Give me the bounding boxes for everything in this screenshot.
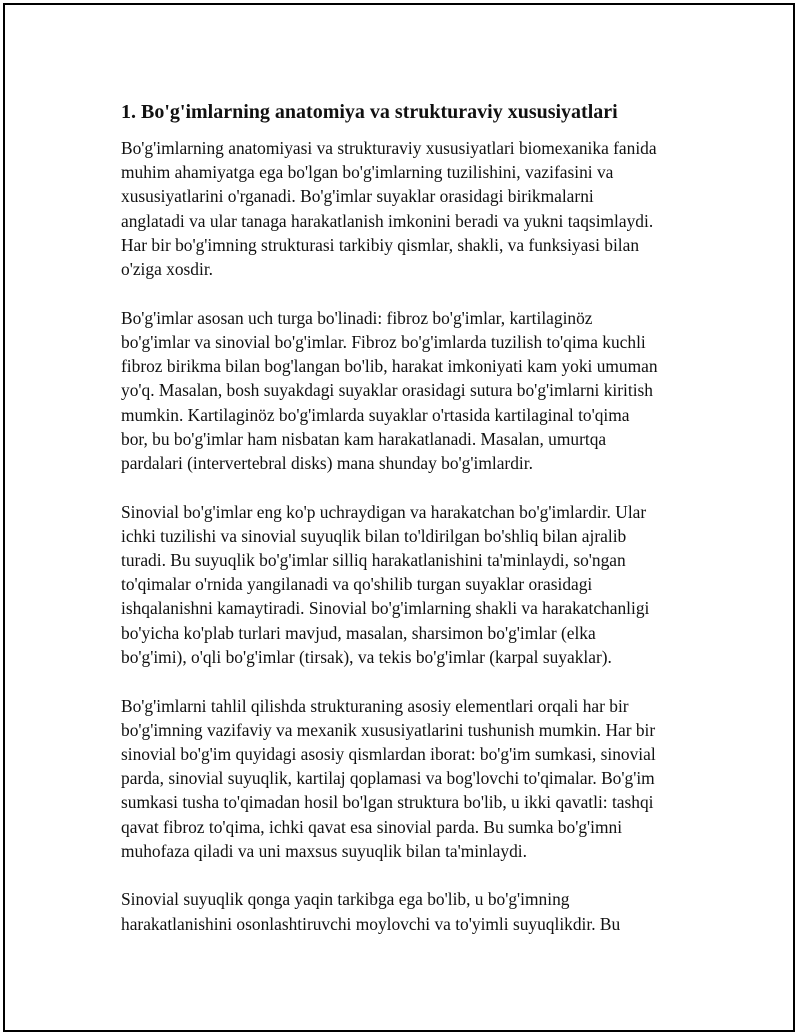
text-line: qavat fibroz to'qima, ichki qavat esa sinovial parda. Bu sumka bo'g'imni [121,816,623,837]
text-line: Har bir bo'g'imning strukturasi tarkibiy qismlar, shakli, va funksiyasi bilan [121,234,640,255]
text-line: Sinovial suyuqlik qonga yaqin tarkibga ega bo'lib, u bo'g'imning [121,889,570,910]
text-line: Bo'g'imlarni tahlil qilishda strukturaning asosiy elementlari orqali har bir [121,695,629,716]
section-heading: 1. Bo'g'imlarning anatomiya va strukturaviy xususiyatlari [121,101,618,123]
text-line: bo'yicha ko'plab turlari mavjud, masalan, sharsimon bo'g'imlar (elka [121,622,596,643]
text-line: xususiyatlarini o'rganadi. Bo'g'imlar suyaklar orasidagi birikmalarni [121,186,594,207]
text-line: sumkasi tusha to'qimadan hosil bo'lgan struktura bo'lib, u ikki qavatli: tashqi [121,792,654,813]
text-line: turadi. Bu suyuqlik bo'g'imlar silliq harakatlanishini ta'minlaydi, so'ngan [121,550,626,571]
paragraph [121,136,701,281]
paragraph [121,500,701,669]
text-line: Sinovial bo'g'imlar eng ko'p uchraydigan va harakatchan bo'g'imlardir. Ular [121,501,647,522]
text-line: bor, bu bo'g'imlar ham nisbatan kam harakatlanadi. Masalan, umurtqa [121,428,607,449]
text-line: ishqalanishni kamaytiradi. Sinovial bo'g'imlarning shakli va harakatchanligi [121,598,650,619]
paragraph [121,306,701,475]
text-line: mumkin. Kartilaginöz bo'g'imlarda suyaklar o'rtasida kartilaginal to'qima [121,404,630,425]
text-line: muhofaza qiladi va uni maxsus suyuqlik bilan ta'minlaydi. [121,840,527,861]
page-border [3,3,795,1032]
text-line: muhim ahamiyatga ega bo'lgan bo'g'imlarning tuzilishini, vazifasini va [121,162,614,183]
text-line: yo'q. Masalan, bosh suyakdagi suyaklar orasidagi sutura bo'g'imlarni kiritish [121,380,653,401]
text-line: bo'g'imning vazifaviy va mexanik xususiyatlarini tushunish mumkin. Har bir [121,719,656,740]
text-line: pardalari (intervertebral disks) mana shunday bo'g'imlardir. [121,452,533,473]
text-line: ichki tuzilishi va sinovial suyuqlik bilan to'ldirilgan bo'shliq bilan ajralib [121,525,627,546]
text-line: Bo'g'imlarning anatomiyasi va strukturaviy xususiyatlari biomexanika fanida [121,138,657,158]
text-line: o'ziga xosdir. [121,259,214,280]
text-line: Bo'g'imlar asosan uch turga bo'linadi: fibroz bo'g'imlar, kartilaginöz [121,307,593,328]
text-line: sinovial bo'g'im quyidagi asosiy qismlardan iborat: bo'g'im sumkasi, sinovial [121,743,656,764]
text-line: harakatlanishini osonlashtiruvchi moylovchi va to'yimli suyuqlikdir. Bu [121,913,621,934]
paragraph [121,694,701,863]
paragraph [121,887,701,935]
text-line: to'qimalar o'rnida yangilanadi va qo'shilib turgan suyaklar orasidagi [121,574,593,595]
text-line: fibroz birikma bilan bog'langan bo'lib, harakat imkoniyati kam yoki umuman [121,356,658,377]
text-line: parda, sinovial suyuqlik, kartilaj qoplamasi va bog'lovchi to'qimalar. Bo'g'im [121,768,655,789]
text-line: anglatadi va ular tanaga harakatlanish imkonini beradi va yukni taqsimlaydi. [121,210,654,231]
text-line: bo'g'imi), o'qli bo'g'imlar (tirsak), va tekis bo'g'imlar (karpal suyaklar). [121,646,612,667]
document-body [121,98,701,960]
text-line: bo'g'imlar va sinovial bo'g'imlar. Fibroz bo'g'imlarda tuzilish to'qima kuchli [121,331,646,352]
